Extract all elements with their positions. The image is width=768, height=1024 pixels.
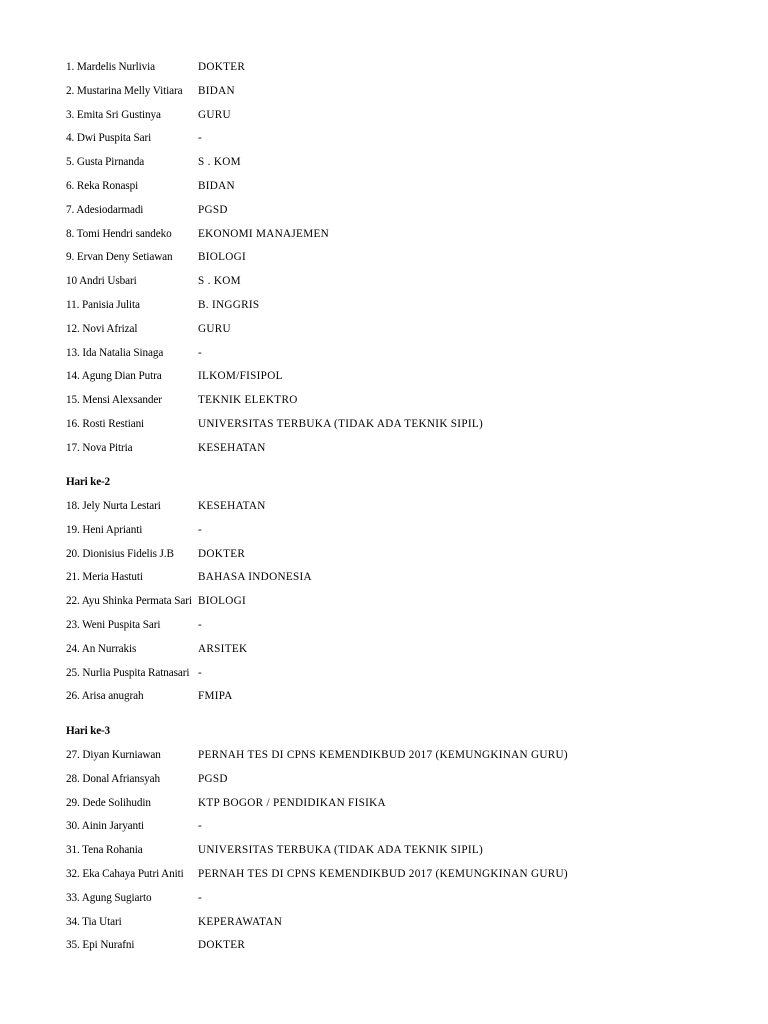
person-description: DOKTER bbox=[198, 939, 246, 952]
person-description: GURU bbox=[198, 322, 231, 335]
list-item bbox=[66, 524, 312, 548]
person-description: KESEHATAN bbox=[198, 441, 266, 454]
person-description: GURU bbox=[198, 108, 231, 121]
list-item bbox=[66, 844, 568, 868]
list-item bbox=[66, 323, 483, 347]
person-description: BIDAN bbox=[198, 179, 235, 192]
person-name: 26. Arisa anugrah bbox=[66, 690, 144, 703]
person-name: 8. Tomi Hendri sandeko bbox=[66, 227, 172, 240]
person-name: 14. Agung Dian Putra bbox=[66, 370, 162, 383]
person-name: 13. Ida Natalia Sinaga bbox=[66, 346, 164, 359]
person-name: 29. Dede Solihudin bbox=[66, 796, 151, 809]
person-description: ARSITEK bbox=[198, 642, 248, 655]
person-description: EKONOMI MANAJEMEN bbox=[198, 227, 329, 240]
list-item bbox=[66, 690, 312, 714]
person-description: BAHASA INDONESIA bbox=[198, 571, 312, 584]
person-description: KTP BOGOR / PENDIDIKAN FISIKA bbox=[198, 796, 386, 809]
list-item bbox=[66, 299, 483, 323]
list-item bbox=[66, 204, 483, 228]
list-item bbox=[66, 868, 568, 892]
list-item bbox=[66, 85, 483, 109]
person-description: KEPERAWATAN bbox=[198, 915, 283, 928]
person-name: 3. Emita Sri Gustinya bbox=[66, 108, 161, 121]
person-name: 5. Gusta Pirnanda bbox=[66, 156, 145, 169]
day-3-list bbox=[66, 749, 568, 963]
list-item bbox=[66, 61, 483, 85]
person-name: 16. Rosti Restiani bbox=[66, 417, 145, 430]
person-name: 27. Diyan Kurniawan bbox=[66, 749, 161, 761]
person-name: 19. Heni Aprianti bbox=[66, 523, 143, 536]
list-item bbox=[66, 442, 483, 466]
person-description: TEKNIK ELEKTRO bbox=[198, 394, 298, 407]
list-item bbox=[66, 595, 312, 619]
list-item bbox=[66, 418, 483, 442]
list-item bbox=[66, 939, 568, 963]
person-description: - bbox=[198, 523, 203, 536]
person-name: 15. Mensi Alexsander bbox=[66, 394, 162, 407]
person-description: - bbox=[198, 618, 203, 631]
person-name: 4. Dwi Puspita Sari bbox=[66, 132, 152, 145]
list-item bbox=[66, 180, 483, 204]
list-item bbox=[66, 156, 483, 180]
list-item bbox=[66, 749, 568, 773]
person-name: 24. An Nurrakis bbox=[66, 642, 137, 655]
person-description: DOKTER bbox=[198, 61, 246, 73]
list-item bbox=[66, 548, 312, 572]
day-2-list bbox=[66, 500, 312, 714]
list-item bbox=[66, 370, 483, 394]
person-name: 20. Dionisius Fidelis J.B bbox=[66, 547, 174, 560]
person-name: 12. Novi Afrizal bbox=[66, 322, 138, 335]
list-item bbox=[66, 892, 568, 916]
person-description: PGSD bbox=[198, 203, 228, 216]
person-description: PGSD bbox=[198, 772, 228, 785]
list-item bbox=[66, 643, 312, 667]
person-name: 31. Tena Rohania bbox=[66, 844, 143, 857]
list-item bbox=[66, 132, 483, 156]
person-description: - bbox=[198, 666, 203, 679]
person-description: S . KOM bbox=[198, 275, 241, 288]
list-item bbox=[66, 619, 312, 643]
person-description: - bbox=[198, 820, 203, 833]
person-name: 2. Mustarina Melly Vitiara bbox=[66, 84, 183, 97]
person-name: 35. Epi Nurafni bbox=[66, 939, 135, 952]
person-name: 11. Panisia Julita bbox=[66, 298, 140, 311]
person-name: 1. Mardelis Nurlivia bbox=[66, 61, 156, 73]
person-description: DOKTER bbox=[198, 547, 246, 560]
person-name: 33. Agung Sugiarto bbox=[66, 891, 152, 904]
list-item bbox=[66, 228, 483, 252]
person-name: 25. Nurlia Puspita Ratnasari bbox=[66, 666, 190, 679]
list-item bbox=[66, 500, 312, 524]
list-item bbox=[66, 394, 483, 418]
person-description: FMIPA bbox=[198, 690, 233, 703]
person-description: BIOLOGI bbox=[198, 595, 247, 608]
person-description: KESEHATAN bbox=[198, 500, 266, 512]
person-description: S . KOM bbox=[198, 156, 241, 169]
person-name: 22. Ayu Shinka Permata Sari bbox=[66, 595, 192, 608]
list-item bbox=[66, 347, 483, 371]
list-item bbox=[66, 820, 568, 844]
person-description: UNIVERSITAS TERBUKA (TIDAK ADA TEKNIK SIPIL) bbox=[198, 417, 484, 430]
person-name: 23. Weni Puspita Sari bbox=[66, 618, 161, 631]
person-name: 9. Ervan Deny Setiawan bbox=[66, 251, 173, 264]
list-item bbox=[66, 251, 483, 275]
list-item bbox=[66, 275, 483, 299]
list-item bbox=[66, 109, 483, 133]
list-item bbox=[66, 916, 568, 940]
person-name: 7. Adesiodarmadi bbox=[66, 203, 144, 216]
person-name: 21. Meria Hastuti bbox=[66, 571, 143, 584]
person-name: 10 Andri Usbari bbox=[66, 275, 137, 288]
day-1-list bbox=[66, 61, 483, 466]
person-description: - bbox=[198, 346, 203, 359]
list-item bbox=[66, 773, 568, 797]
list-item bbox=[66, 667, 312, 691]
list-item bbox=[66, 571, 312, 595]
list-item bbox=[66, 797, 568, 821]
day-3-heading: Hari ke-3 bbox=[66, 725, 110, 737]
person-name: 32. Eka Cahaya Putri Aniti bbox=[66, 867, 184, 880]
person-description: B. INGGRIS bbox=[198, 298, 260, 311]
person-description: - bbox=[198, 132, 203, 145]
person-description: PERNAH TES DI CPNS KEMENDIKBUD 2017 (KEMUNGKINAN GURU) bbox=[198, 867, 568, 880]
person-description: ILKOM/FISIPOL bbox=[198, 370, 283, 383]
person-description: UNIVERSITAS TERBUKA (TIDAK ADA TEKNIK SIPIL) bbox=[198, 844, 484, 857]
person-description: PERNAH TES DI CPNS KEMENDIKBUD 2017 (KEMUNGKINAN GURU) bbox=[198, 749, 568, 761]
day-2-heading: Hari ke-2 bbox=[66, 476, 110, 488]
person-description: BIOLOGI bbox=[198, 251, 247, 264]
person-name: 34. Tia Utari bbox=[66, 915, 122, 928]
person-name: 30. Ainin Jaryanti bbox=[66, 820, 145, 833]
person-description: - bbox=[198, 891, 203, 904]
person-name: 17. Nova Pitria bbox=[66, 441, 133, 454]
person-name: 6. Reka Ronaspi bbox=[66, 179, 139, 192]
person-name: 18. Jely Nurta Lestari bbox=[66, 500, 161, 512]
person-description: BIDAN bbox=[198, 84, 235, 97]
person-name: 28. Donal Afriansyah bbox=[66, 772, 161, 785]
